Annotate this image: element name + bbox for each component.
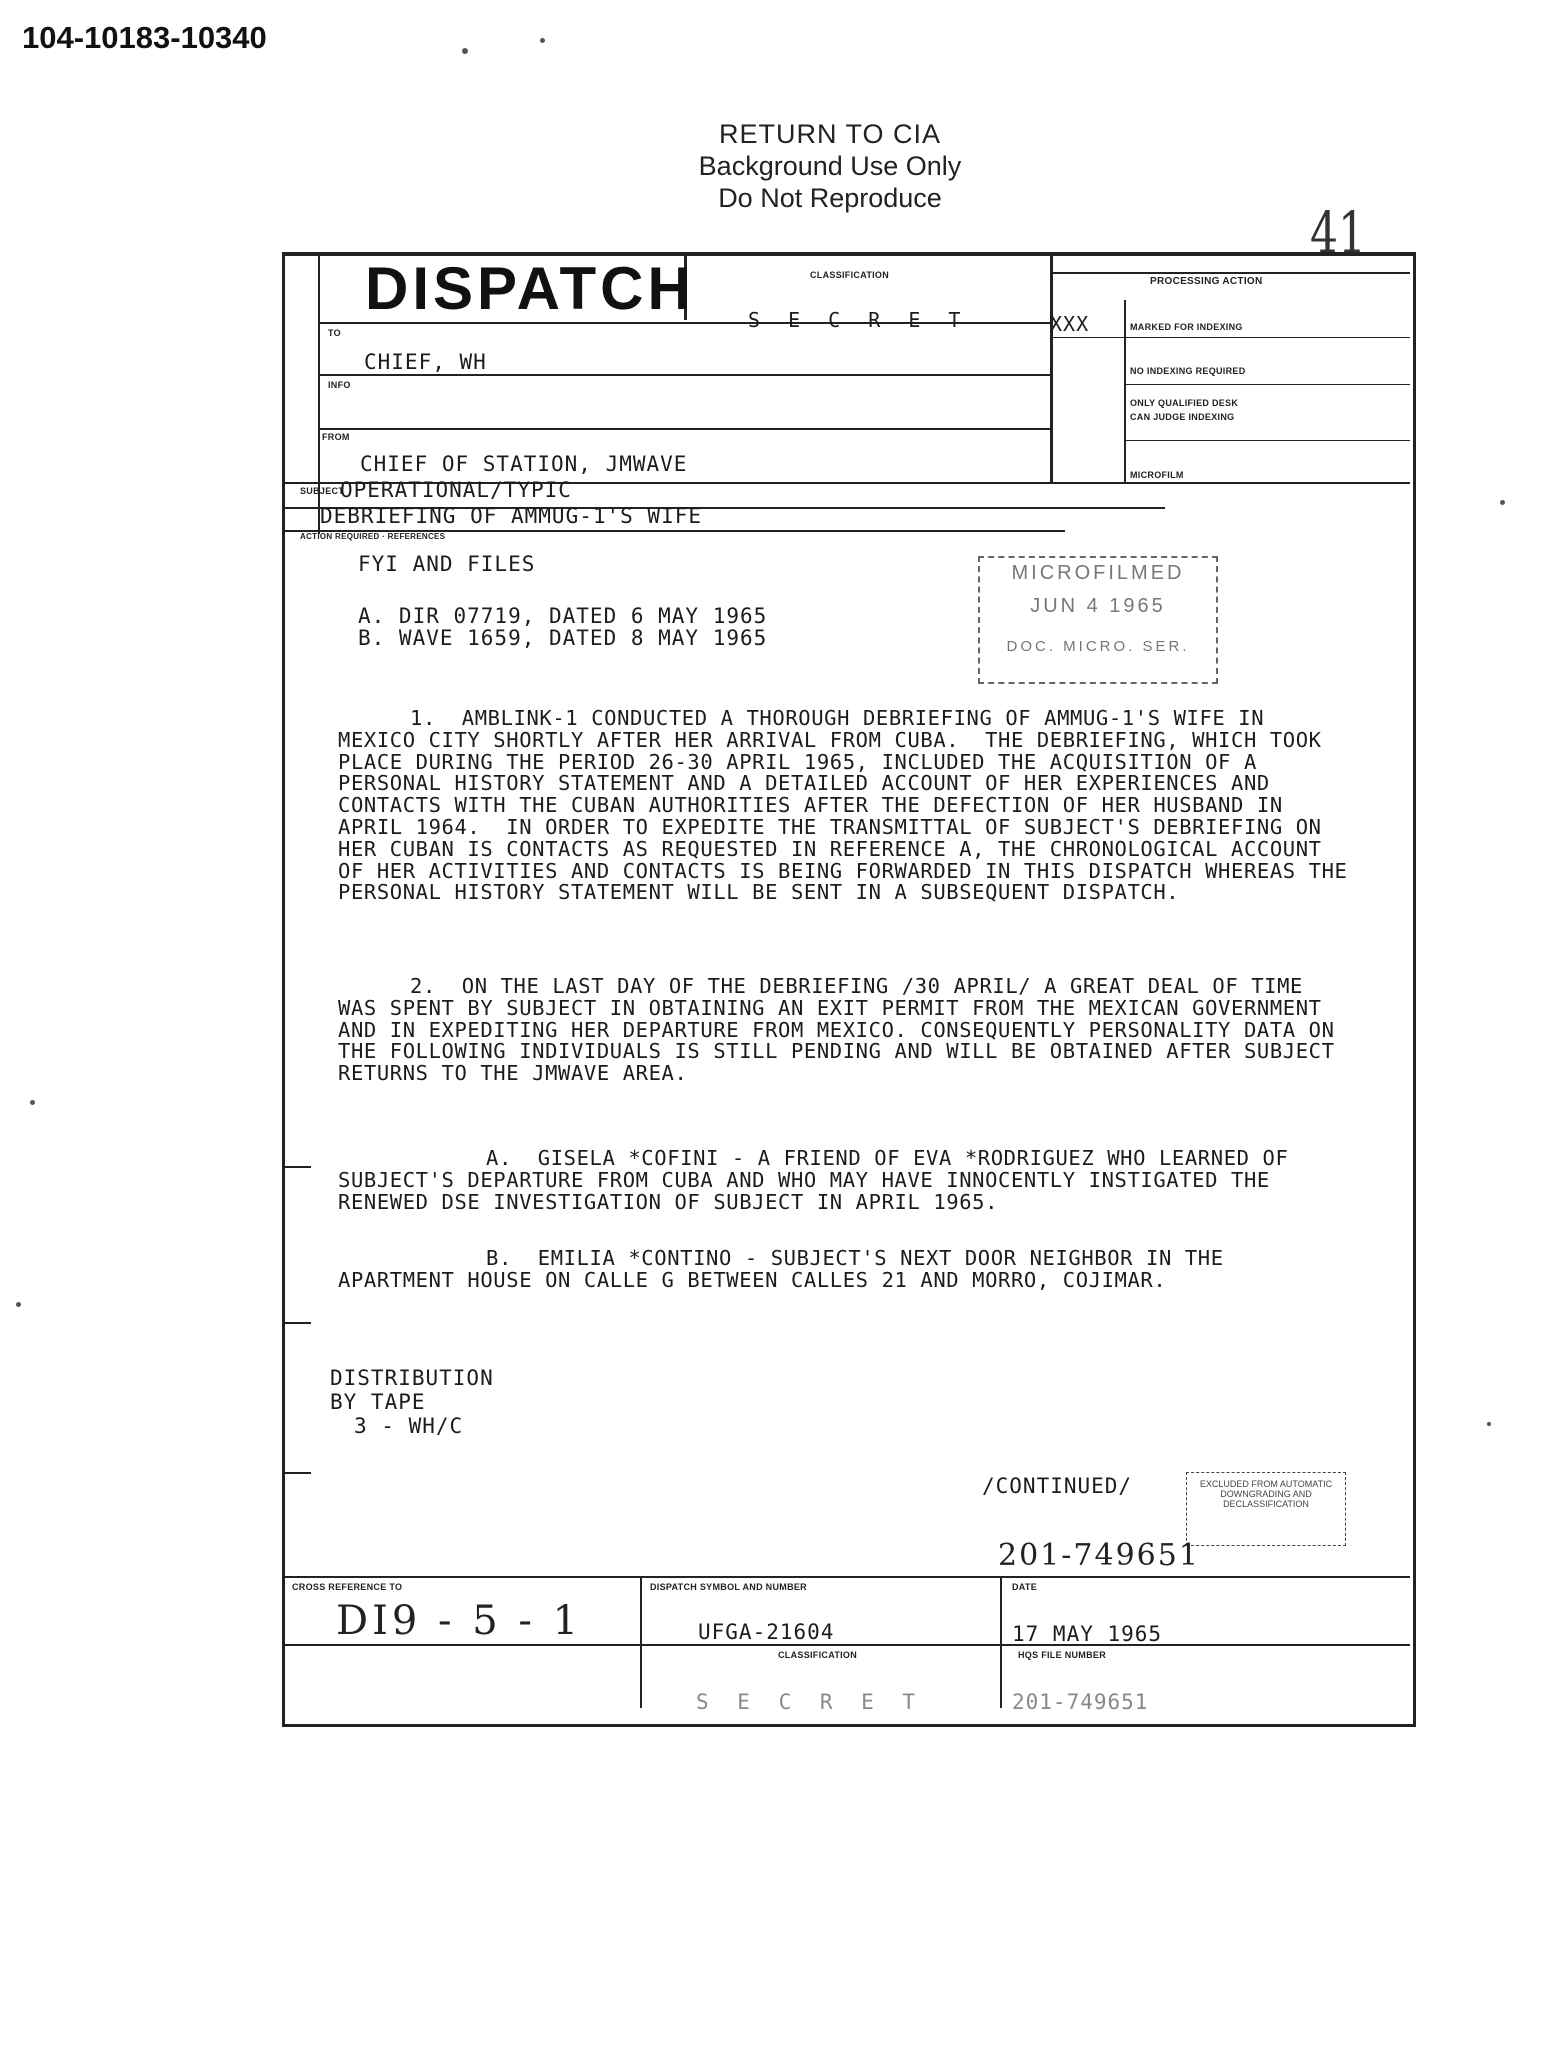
stamp-line-1: RETURN TO CIA — [718, 119, 942, 149]
classification-label: CLASSIFICATION — [810, 270, 890, 280]
reference-b: B. WAVE 1659, DATED 8 MAY 1965 — [358, 626, 768, 650]
scan-speck — [462, 48, 468, 54]
processing-option-4: MICROFILM — [1130, 470, 1184, 480]
hqs-file-value: 201-749651 — [1012, 1690, 1149, 1714]
rule — [318, 374, 1052, 376]
rule — [285, 1576, 1410, 1578]
distribution-recipient: 3 - WH/C — [354, 1414, 464, 1438]
action-required: FYI AND FILES — [358, 552, 536, 576]
cross-reference-label: CROSS REFERENCE TO — [292, 1582, 403, 1592]
rule — [318, 428, 1052, 430]
item-b — [338, 1248, 1348, 1292]
microfilm-line-1: MICROFILMED — [1011, 562, 1185, 584]
rule — [1053, 337, 1410, 338]
subject-line-1: OPERATIONAL/TYPIC — [340, 478, 572, 502]
rule — [1053, 272, 1410, 274]
hqs-file-label: HQS FILE NUMBER — [1018, 1650, 1107, 1660]
rule — [1124, 300, 1126, 484]
item-b-text: B. EMILIA *CONTINO - SUBJECT'S NEXT DOOR NEIGHBOR IN THE APARTMENT HOUSE ON CALLE G BETWEEN CALLES 21 AND MORRO, COJIMAR. — [338, 1246, 1237, 1292]
dispatch-symbol-value: UFGA-21604 — [698, 1620, 835, 1644]
microfilm-line-2: JUN 4 1965 — [1030, 595, 1166, 617]
reference-a: A. DIR 07719, DATED 6 MAY 1965 — [358, 604, 768, 628]
scan-speck — [30, 1100, 35, 1105]
rule — [285, 1644, 1410, 1646]
rule — [1124, 384, 1410, 385]
scan-speck — [540, 38, 545, 43]
margin-tick — [285, 1322, 311, 1324]
stamp-line-2: Background Use Only — [698, 151, 962, 181]
date-label: DATE — [1012, 1582, 1038, 1592]
rule — [1124, 440, 1410, 441]
microfilm-line-3: DOC. MICRO. SER. — [1006, 638, 1190, 655]
classification-value: S E C R E T — [748, 308, 969, 332]
processing-action-label: PROCESSING ACTION — [1150, 276, 1263, 287]
handwritten-file-number: 201-749651 — [998, 1538, 1200, 1573]
paragraph-1 — [338, 706, 1361, 905]
handwritten-page-number: 41 — [1310, 200, 1366, 267]
processing-option-3: ONLY QUALIFIED DESK CAN JUDGE INDEXING — [1130, 398, 1239, 422]
dispatch-title: DISPATCH — [365, 255, 695, 322]
from-value: CHIEF OF STATION, JMWAVE — [360, 452, 688, 476]
rule — [1000, 1578, 1002, 1708]
margin-tick — [285, 1472, 311, 1474]
to-label: TO — [328, 328, 341, 338]
document-id: 104-10183-10340 — [22, 20, 267, 55]
continued-marker: /CONTINUED/ — [982, 1474, 1133, 1498]
scan-speck — [16, 1302, 21, 1307]
subject-line-2: DEBRIEFING OF AMMUG-1'S WIFE — [320, 504, 703, 528]
date-value: 17 MAY 1965 — [1012, 1622, 1163, 1646]
from-label: FROM — [322, 432, 350, 442]
processing-option-1: MARKED FOR INDEXING — [1130, 322, 1243, 332]
action-references-label: ACTION REQUIRED · REFERENCES — [300, 532, 446, 541]
scan-speck — [1487, 1422, 1491, 1426]
cross-reference-value: DI9 - 5 - 1 — [336, 1598, 583, 1644]
microfilm-stamp-text — [998, 558, 1198, 655]
distribution-method: BY TAPE — [330, 1390, 426, 1414]
return-stamp — [640, 118, 1020, 214]
paragraph-1-text: 1. AMBLINK-1 CONDUCTED A THOROUGH DEBRIEFING OF AMMUG-1'S WIFE IN MEXICO CITY SHORTLY AFTER HER ARRIVAL FROM CUBA. THE DEBRIEFING, WHICH TOOK PLACE DURING THE PERIOD 26-30 APRIL 1965, INCLUDED THE ACQUISITION OF A PERSONAL HISTORY STATEMENT AND A DETAILED ACCOUNT OF HER EXPERIENCES AND CONTACTS WITH THE CUBAN AUTHORITIES AFTER THE DEFECTION OF HER HUSBAND IN APRIL 1964. IN ORDER TO EXPEDITE THE TRANSMITTAL OF SUBJECT'S DEBRIEFING ON HER CUBAN IS CONTACTS AS REQUESTED IN REFERENCE A, THE CHRONOLOGICAL ACCOUNT OF HER ACTIVITIES AND CONTACTS IS BEING FORWARDED IN THIS DISPATCH WHEREAS THE PERSONAL HISTORY STATEMENT WILL BE SENT IN A SUBSEQUENT DISPATCH. — [338, 706, 1361, 905]
subject-label: SUBJECT — [300, 486, 345, 496]
paragraph-2 — [338, 976, 1348, 1085]
footer-classification-value: S E C R E T — [696, 1690, 924, 1714]
stamp-line-3: Do Not Reproduce — [718, 183, 942, 213]
dispatch-symbol-label: DISPATCH SYMBOL AND NUMBER — [650, 1582, 807, 1592]
rule — [1050, 256, 1053, 484]
rule — [640, 1578, 642, 1708]
margin-tick — [285, 1166, 311, 1168]
to-value: CHIEF, WH — [364, 350, 487, 374]
item-a-text: A. GISELA *COFINI - A FRIEND OF EVA *RODRIGUEZ WHO LEARNED OF SUBJECT'S DEPARTURE FROM CUBA AND WHO MAY HAVE INNOCENTLY INSTIGATED THE RENEWED DSE INVESTIGATION OF SUBJECT IN APRIL 1965. — [338, 1146, 1302, 1214]
item-a — [338, 1148, 1348, 1213]
distribution-label: DISTRIBUTION — [330, 1366, 494, 1390]
info-label: INFO — [328, 380, 351, 390]
footer-classification-label: CLASSIFICATION — [778, 1650, 858, 1660]
scan-speck — [1500, 500, 1505, 505]
processing-mark: XXX — [1050, 312, 1090, 336]
downgrading-stamp: EXCLUDED FROM AUTOMATIC DOWNGRADING AND DECLASSIFICATION — [1186, 1472, 1346, 1546]
processing-option-2: NO INDEXING REQUIRED — [1130, 366, 1246, 376]
paragraph-2-text: 2. ON THE LAST DAY OF THE DEBRIEFING /30 APRIL/ A GREAT DEAL OF TIME WAS SPENT BY SUBJECT IN OBTAINING AN EXIT PERMIT FROM THE MEXICAN GOVERNMENT AND IN EXPEDITING HER DEPARTURE FROM MEXICO. CONSEQUENTLY PERSONALITY DATA ON THE FOLLOWING INDIVIDUALS IS STILL PENDING AND WILL BE OBTAINED AFTER SUBJECT RETURNS TO THE JMWAVE AREA. — [338, 974, 1348, 1086]
